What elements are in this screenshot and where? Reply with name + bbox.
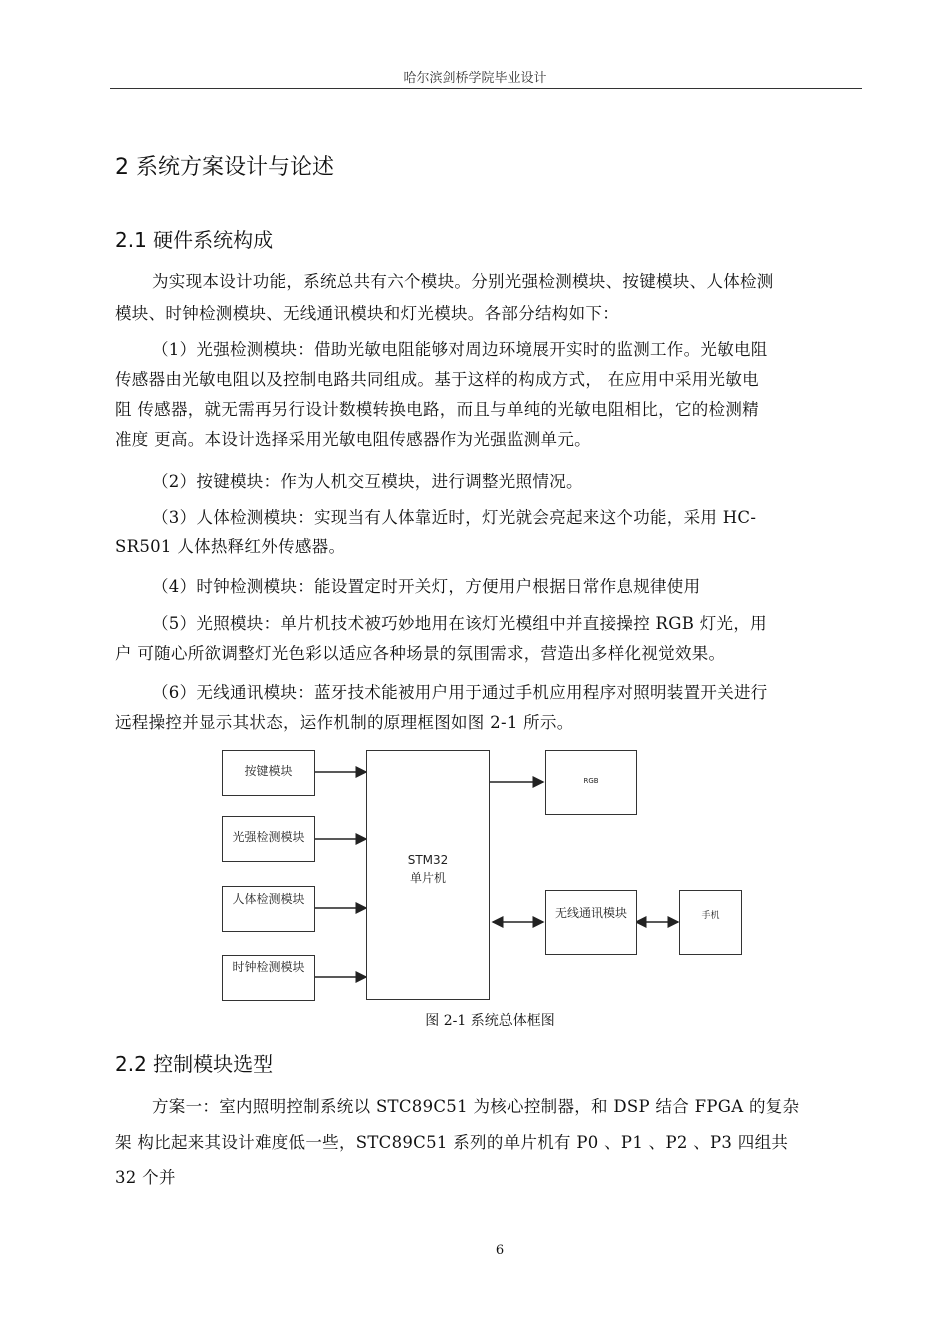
body-line: 架 构比起来其设计难度低一些，STC89C51 系列的单片机有 P0 、P1 、P2 、P3 四组共 xyxy=(115,1133,789,1152)
box-label: 手机 xyxy=(701,911,720,921)
body-line: 传感器由光敏电阻以及控制电路共同组成。基于这样的构成方式， 在应用中采用光敏电 xyxy=(115,370,759,389)
mcu-label-2: 单片机 xyxy=(409,871,446,885)
diagram-box-mcu xyxy=(366,750,490,1000)
diagram-box-light-sensor xyxy=(222,816,315,862)
box-label: 按键模块 xyxy=(244,764,293,778)
diagram-box-wireless xyxy=(545,890,637,955)
body-line: 户 可随心所欲调整灯光色彩以适应各种场景的氛围需求，营造出多样化视觉效果。 xyxy=(115,644,726,663)
body-line: （6）无线通讯模块：蓝牙技术能被用户用于通过手机应用程序对照明装置开关进行 xyxy=(152,683,768,702)
section-title-2-2: 2.2 控制模块选型 xyxy=(115,1052,274,1076)
mcu-label: STM32 xyxy=(407,853,449,867)
box-label: 时钟检测模块 xyxy=(232,960,305,974)
body-line: SR501 人体热释红外传感器。 xyxy=(115,537,346,556)
diagram-box-clock xyxy=(222,955,315,1001)
body-line: 阻 传感器，就无需再另行设计数模转换电路，而且与单纯的光敏电阻相比，它的检测精 xyxy=(115,400,759,419)
body-line: （4）时钟检测模块：能设置定时开关灯，方便用户根据日常作息规律使用 xyxy=(152,577,701,596)
body-line: （3）人体检测模块：实现当有人体靠近时，灯光就会亮起来这个功能，采用 HC- xyxy=(152,508,757,527)
body-line: （2）按键模块：作为人机交互模块，进行调整光照情况。 xyxy=(152,472,583,491)
body-line: 准度 更高。本设计选择采用光敏电阻传感器作为光强监测单元。 xyxy=(115,430,591,449)
box-label: RGB xyxy=(583,777,599,785)
box-label: 光强检测模块 xyxy=(232,830,305,844)
figure-caption: 图 2-1 系统总体框图 xyxy=(425,1013,555,1029)
body-line: 32 个并 xyxy=(115,1168,176,1187)
diagram-box-rgb xyxy=(545,750,637,815)
page-number: 6 xyxy=(495,1243,505,1258)
body-line: （5）光照模块：单片机技术被巧妙地用在该灯光模组中并直接操控 RGB 灯光，用 xyxy=(152,614,767,633)
box-label: 无线通讯模块 xyxy=(554,906,627,920)
diagram-box-phone xyxy=(679,890,742,955)
running-header: 哈尔滨剑桥学院毕业设计 xyxy=(403,71,547,86)
body-line: 模块、时钟检测模块、无线通讯模块和灯光模块。各部分结构如下： xyxy=(115,304,619,323)
body-line: （1）光强检测模块：借助光敏电阻能够对周边环境展开实时的监测工作。光敏电阻 xyxy=(152,340,768,359)
chapter-title: 2 系统方案设计与论述 xyxy=(115,155,334,180)
diagram-box-keys xyxy=(222,750,315,796)
diagram-box-human-detect xyxy=(222,886,315,932)
body-line: 为实现本设计功能，系统总共有六个模块。分别光强检测模块、按键模块、人体检测 xyxy=(152,272,774,291)
body-line: 远程操控并显示其状态，运作机制的原理框图如图 2-1 所示。 xyxy=(115,713,574,732)
section-title-2-1: 2.1 硬件系统构成 xyxy=(115,228,274,252)
body-line: 方案一：室内照明控制系统以 STC89C51 为核心控制器，和 DSP 结合 FPGA 的复杂 xyxy=(152,1097,800,1116)
box-label: 人体检测模块 xyxy=(232,892,305,906)
